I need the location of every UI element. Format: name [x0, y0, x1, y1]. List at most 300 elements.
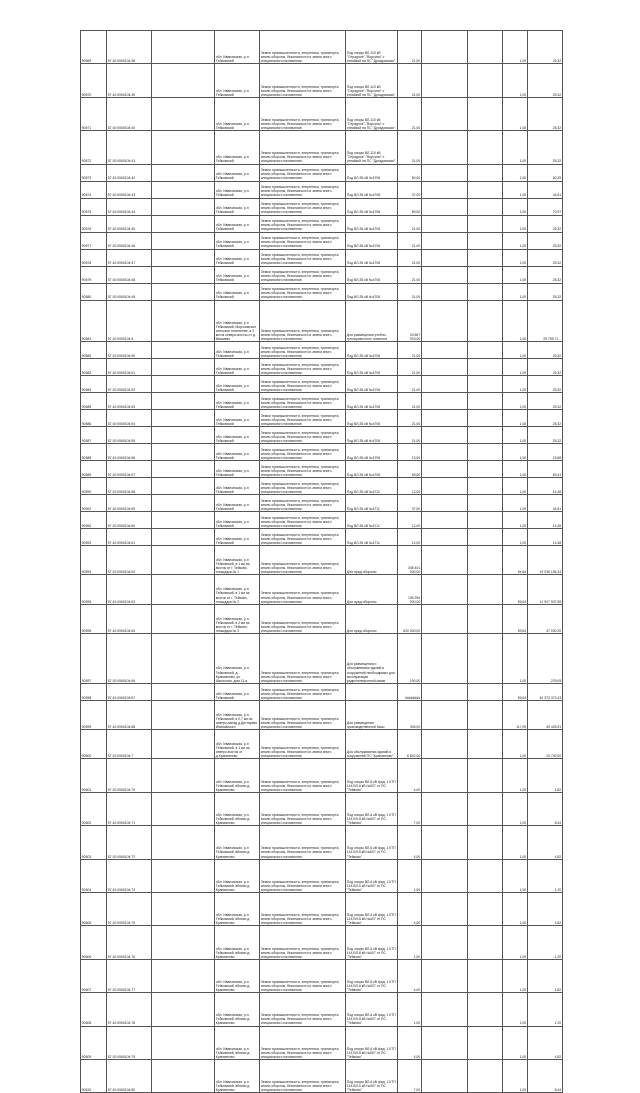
- land-category-cell: Земли промышленности, энергетики, транспорта, земли обороны, безопасности и земли иного специального назначения: [260, 342, 346, 359]
- value-cell: 25,32: [528, 266, 563, 283]
- cadastral-number-cell: 57:10:0060104:42: [107, 164, 152, 181]
- address-cell: обл. Ивановская, р-н Тейковский, в 1 км на восток от г. Тейково, площадка № 2: [215, 575, 260, 604]
- row-number-cell: 90580: [81, 283, 107, 300]
- address-cell: обл. Ивановская, р-н Тейковский: [215, 461, 260, 478]
- land-category-cell: Земли промышленности, энергетики, транспорта, земли обороны, безопасности и земли иного специального назначения: [260, 266, 346, 283]
- land-category-cell: Земли промышленности, энергетики, транспорта, земли обороны, безопасности и земли иного специального назначения: [260, 826, 346, 859]
- value-cell: 25,32: [528, 410, 563, 427]
- empty-cell: [468, 575, 503, 604]
- cadastral-number-cell: 57:10:0060104:76: [107, 926, 152, 959]
- area-cell: 21,00: [398, 64, 422, 97]
- coefficient-cell: 1,00: [503, 64, 528, 97]
- address-cell: обл. Ивановская, р-н Тейковский, д. Крапивново, ул. Школьная, дом 11-а: [215, 634, 260, 684]
- permitted-use-cell: Под ВЛ-35 кВ №4706: [346, 461, 398, 478]
- cadastral-number-cell: 57:10:0060104:75: [107, 893, 152, 926]
- row-number-cell: 90591: [81, 495, 107, 512]
- coefficient-cell: 1,00: [503, 859, 528, 892]
- permitted-use-cell: Под опоры ВЛ-110 кВ "Отрадное"-"Ворсино" с отпайкой на ПС "Дроздовская": [346, 131, 398, 164]
- permitted-use-cell: Под ВЛ-35 кВ №4706: [346, 266, 398, 283]
- row-number-cell: 90579: [81, 266, 107, 283]
- value-cell: 8,44: [528, 1059, 563, 1092]
- permitted-use-cell: Под ВЛ-35 кВ №4706: [346, 215, 398, 232]
- empty-cell: [468, 376, 503, 393]
- land-category-cell: Земли промышленности, энергетики, транспорта, земли обороны, безопасности и земли иного специального назначения: [260, 700, 346, 729]
- empty-cell: [422, 926, 468, 959]
- empty-cell: [422, 131, 468, 164]
- value-cell: 25,32: [528, 376, 563, 393]
- coefficient-cell: 1,00: [503, 232, 528, 249]
- coefficient-cell: 1,00: [503, 461, 528, 478]
- cadastral-number-cell: 57:10:0060104:45: [107, 215, 152, 232]
- address-cell: обл. Ивановская, р-н Тейковский: [215, 410, 260, 427]
- row-number-cell: 90572: [81, 131, 107, 164]
- area-cell: 1,00: [398, 926, 422, 959]
- table-row: [81, 249, 563, 266]
- cadastral-number-cell: 57:10:0060104:7: [107, 730, 152, 759]
- empty-cell: [468, 410, 503, 427]
- value-cell: 25,32: [528, 427, 563, 444]
- area-cell: 12,00: [398, 512, 422, 529]
- row-number-cell: 90576: [81, 215, 107, 232]
- coefficient-cell: 1,00: [503, 1026, 528, 1059]
- row-number-cell: 90597: [81, 634, 107, 684]
- row-number-cell: 90603: [81, 826, 107, 859]
- row-number-cell: 90589: [81, 461, 107, 478]
- empty-cell: [152, 634, 215, 684]
- empty-cell: [422, 410, 468, 427]
- value-cell: 37 030,20: [528, 604, 563, 633]
- address-cell: обл. Ивановская, р-н Тейковский: [215, 249, 260, 266]
- address-cell: обл. Ивановская, р-н Тейковский: [215, 97, 260, 130]
- area-cell: 21,00: [398, 232, 422, 249]
- land-category-cell: Земли промышленности, энергетики, транспорта, земли обороны, безопасности и земли иного специального назначения: [260, 232, 346, 249]
- row-number-cell: 90571: [81, 97, 107, 130]
- coefficient-cell: 1,00: [503, 993, 528, 1026]
- coefficient-cell: 1,00: [503, 410, 528, 427]
- empty-cell: [468, 993, 503, 1026]
- document-page: [80, 30, 562, 1093]
- row-number-cell: 90584: [81, 376, 107, 393]
- cadastral-number-cell: 57:10:0060104:70: [107, 759, 152, 792]
- land-category-cell: Земли промышленности, энергетики, транспорта, земли обороны, безопасности и земли иного специального назначения: [260, 993, 346, 1026]
- empty-cell: [152, 604, 215, 633]
- empty-cell: [422, 634, 468, 684]
- land-category-cell: Земли промышленности, энергетики, транспорта, земли обороны, безопасности и земли иного специального назначения: [260, 730, 346, 759]
- value-cell: 8,44: [528, 792, 563, 825]
- area-cell: 7,00: [398, 1059, 422, 1092]
- table-row: [81, 634, 563, 684]
- value-cell: 25,32: [528, 64, 563, 97]
- empty-cell: [422, 700, 468, 729]
- area-cell: 21,00: [398, 283, 422, 300]
- empty-cell: [468, 926, 503, 959]
- area-cell: 620 000,00: [398, 604, 422, 633]
- table-row: [81, 512, 563, 529]
- permitted-use-cell: Для размещения производственной базы: [346, 700, 398, 729]
- area-cell: 7,00: [398, 792, 422, 825]
- empty-cell: [468, 1026, 503, 1059]
- empty-cell: [152, 1026, 215, 1059]
- empty-cell: [422, 604, 468, 633]
- cadastral-number-cell: 57:10:0060104:77: [107, 959, 152, 992]
- empty-cell: [152, 859, 215, 892]
- permitted-use-cell: Для нужд обороны: [346, 546, 398, 575]
- empty-cell: [468, 495, 503, 512]
- coefficient-cell: 1,00: [503, 181, 528, 198]
- row-number-cell: 90575: [81, 198, 107, 215]
- table-row: [81, 792, 563, 825]
- permitted-use-cell: Под ВЛ-35 кВ №4706: [346, 410, 398, 427]
- coefficient-cell: 1,00: [503, 359, 528, 376]
- empty-cell: [152, 232, 215, 249]
- address-cell: обл. Ивановская, р-н Тейковский: [215, 478, 260, 495]
- table-row: [81, 461, 563, 478]
- coefficient-cell: 1,00: [503, 529, 528, 546]
- land-category-cell: Земли промышленности, энергетики, транспорта, земли обороны, безопасности и земли иного специального назначения: [260, 926, 346, 959]
- address-cell: обл. Ивановская, р-н Тейковский, в 0,7 км на северо-запад д.Дегтярево Ивановского: [215, 700, 260, 729]
- empty-cell: [152, 512, 215, 529]
- permitted-use-cell: Под опоры ВЛ-110 кВ "Отрадное"-"Ворсино" с отпайкой на ПС "Дроздовская": [346, 97, 398, 130]
- area-cell: 21,00: [398, 249, 422, 266]
- value-cell: 19 036 156,34: [528, 546, 563, 575]
- permitted-use-cell: Для нужд обороны: [346, 604, 398, 633]
- cadastral-number-cell: 57:10:0060104:58: [107, 478, 152, 495]
- cadastral-number-cell: 57:10:0060104:43: [107, 181, 152, 198]
- land-category-cell: Земли промышленности, энергетики, транспорта, земли обороны, безопасности и земли иного специального назначения: [260, 478, 346, 495]
- row-number-cell: 90609: [81, 1026, 107, 1059]
- cadastral-number-cell: 57:10:0060104:53: [107, 393, 152, 410]
- land-category-cell: Земли промышленности, энергетики, транспорта, земли обороны, безопасности и земли иного специального назначения: [260, 575, 346, 604]
- value-cell: 49 425,91: [528, 700, 563, 729]
- coefficient-cell: 1,00: [503, 634, 528, 684]
- row-number-cell: 90588: [81, 444, 107, 461]
- empty-cell: [468, 393, 503, 410]
- empty-cell: [422, 546, 468, 575]
- permitted-use-cell: Для размещения учебно-тренировочного полигона: [346, 300, 398, 342]
- empty-cell: [422, 859, 468, 892]
- value-cell: 14,48: [528, 512, 563, 529]
- land-category-cell: Земли промышленности, энергетики, транспорта, земли обороны, безопасности и земли иного специального назначения: [260, 1026, 346, 1059]
- address-cell: обл. Ивановская, р-н Тейковский: [215, 131, 260, 164]
- cadastral-number-cell: 57:10:0060104:57: [107, 461, 152, 478]
- row-number-cell: 90590: [81, 478, 107, 495]
- empty-cell: [422, 266, 468, 283]
- permitted-use-cell: Под ВЛ-35 кВ №4706: [346, 359, 398, 376]
- row-number-cell: 90582: [81, 342, 107, 359]
- table-row: [81, 993, 563, 1026]
- area-cell: 21,00: [398, 359, 422, 376]
- empty-cell: [468, 164, 503, 181]
- area-cell: 13,00: [398, 444, 422, 461]
- table-row: [81, 529, 563, 546]
- empty-cell: [152, 97, 215, 130]
- empty-cell: [422, 893, 468, 926]
- permitted-use-cell: Под опоры ВЛ-6 кВ фид. 1 КТП 144 ВЛ-6 кВ №607 от ПС "Тейково": [346, 959, 398, 992]
- area-cell: 21,00: [398, 427, 422, 444]
- empty-cell: [152, 300, 215, 342]
- table-row: [81, 164, 563, 181]
- empty-cell: [422, 181, 468, 198]
- area-cell: 21,00: [398, 131, 422, 164]
- empty-cell: [422, 495, 468, 512]
- area-cell: 37,00: [398, 495, 422, 512]
- empty-cell: [152, 759, 215, 792]
- empty-cell: [152, 249, 215, 266]
- permitted-use-cell: [346, 683, 398, 700]
- coefficient-cell: 1,00: [503, 478, 528, 495]
- address-cell: обл. Ивановская, р-н Тейковский, вблизи д. Крапивново: [215, 792, 260, 825]
- empty-cell: [422, 730, 468, 759]
- coefficient-cell: 1,00: [503, 31, 528, 64]
- empty-cell: [468, 959, 503, 992]
- value-cell: 25,32: [528, 131, 563, 164]
- area-cell: 12,00: [398, 529, 422, 546]
- land-category-cell: Земли промышленности, энергетики, транспорта, земли обороны, безопасности и земли иного специального назначения: [260, 131, 346, 164]
- land-category-cell: Земли промышленности, энергетики, транспорта, земли обороны, безопасности и земли иного специального назначения: [260, 893, 346, 926]
- empty-cell: [152, 393, 215, 410]
- permitted-use-cell: Под опоры ВЛ-6 кВ фид. 1 КТП 144 ВЛ-6 кВ №607 от ПС "Тейково": [346, 1026, 398, 1059]
- row-number-cell: 90600: [81, 730, 107, 759]
- empty-cell: [422, 444, 468, 461]
- empty-cell: [422, 427, 468, 444]
- empty-cell: [422, 461, 468, 478]
- row-number-cell: 90581: [81, 300, 107, 342]
- permitted-use-cell: Под опоры ВЛ-6 кВ фид. 1 КТП 144 ВЛ-6 кВ №607 от ПС "Тейково": [346, 926, 398, 959]
- cadastral-number-cell: 57:10:0060104:56: [107, 444, 152, 461]
- area-cell: 21,00: [398, 266, 422, 283]
- permitted-use-cell: Для нужд обороны: [346, 575, 398, 604]
- empty-cell: [152, 730, 215, 759]
- empty-cell: [152, 478, 215, 495]
- empty-cell: [468, 215, 503, 232]
- empty-cell: [152, 198, 215, 215]
- permitted-use-cell: Под опоры ВЛ-6 кВ фид. 1 КТП 144 ВЛ-6 кВ №607 от ПС "Тейково": [346, 759, 398, 792]
- value-cell: 25,32: [528, 215, 563, 232]
- row-number-cell: 90607: [81, 959, 107, 992]
- table-row: [81, 342, 563, 359]
- land-category-cell: Земли промышленности, энергетики, транспорта, земли обороны, безопасности и земли иного специального назначения: [260, 249, 346, 266]
- empty-cell: [422, 300, 468, 342]
- area-cell: 4,00: [398, 826, 422, 859]
- permitted-use-cell: Под ВЛ-35 кВ №4706: [346, 164, 398, 181]
- empty-cell: [422, 1059, 468, 1092]
- table-row: [81, 495, 563, 512]
- coefficient-cell: 59,64: [503, 575, 528, 604]
- empty-cell: [152, 683, 215, 700]
- row-number-cell: 90585: [81, 393, 107, 410]
- empty-cell: [422, 959, 468, 992]
- address-cell: обл. Ивановская, р-н Тейковский: [215, 359, 260, 376]
- coefficient-cell: 1,00: [503, 512, 528, 529]
- row-number-cell: 90599: [81, 700, 107, 729]
- row-number-cell: 90592: [81, 512, 107, 529]
- land-category-cell: Земли промышленности, энергетики, транспорта, земли обороны, безопасности и земли иного специального назначения: [260, 604, 346, 633]
- address-cell: обл. Ивановская, р-н Тейковский: [215, 283, 260, 300]
- table-row: [81, 393, 563, 410]
- empty-cell: [468, 634, 503, 684]
- area-cell: 37,00: [398, 181, 422, 198]
- cadastral-number-cell: 57:10:0060104:5: [107, 300, 152, 342]
- empty-cell: [422, 198, 468, 215]
- area-cell: 199 254 000,00: [398, 575, 422, 604]
- permitted-use-cell: Под ВЛ-35 кВ №4706: [346, 342, 398, 359]
- coefficient-cell: 1,00: [503, 393, 528, 410]
- coefficient-cell: 1,00: [503, 495, 528, 512]
- empty-cell: [422, 376, 468, 393]
- land-category-cell: Земли промышленности, энергетики, транспорта, земли обороны, безопасности и земли иного специального назначения: [260, 859, 346, 892]
- table-row: [81, 604, 563, 633]
- land-category-cell: Земли промышленности, энергетики, транспорта, земли обороны, безопасности и земли иного специального назначения: [260, 283, 346, 300]
- address-cell: обл. Ивановская, р-н Тейковский: [215, 529, 260, 546]
- empty-cell: [468, 512, 503, 529]
- land-category-cell: Земли промышленности, энергетики, транспорта, земли обороны, безопасности и земли иного специального назначения: [260, 410, 346, 427]
- table-row: [81, 283, 563, 300]
- permitted-use-cell: Под ВЛ-35 кВ №4706: [346, 198, 398, 215]
- empty-cell: [152, 131, 215, 164]
- table-row: [81, 232, 563, 249]
- value-cell: 44,61: [528, 495, 563, 512]
- address-cell: обл. Ивановская, р-н Тейковский: [215, 376, 260, 393]
- empty-cell: [422, 529, 468, 546]
- permitted-use-cell: Под опоры ВЛ-6 кВ фид. 1 КТП 144 ВЛ-6 кВ №607 от ПС "Тейково": [346, 893, 398, 926]
- address-cell: обл. Ивановская, р-н Тейковский, вблизи д. Крапивново: [215, 893, 260, 926]
- cadastral-number-cell: 57:10:0060104:51: [107, 359, 152, 376]
- row-number-cell: 90574: [81, 181, 107, 198]
- table-row: [81, 546, 563, 575]
- empty-cell: [468, 266, 503, 283]
- empty-cell: [468, 1059, 503, 1092]
- cadastral-number-cell: 57:10:0060104:72: [107, 826, 152, 859]
- empty-cell: [422, 683, 468, 700]
- coefficient-cell: 1,00: [503, 283, 528, 300]
- value-cell: 1,20: [528, 993, 563, 1026]
- coefficient-cell: 1,00: [503, 926, 528, 959]
- address-cell: обл. Ивановская, р-н Тейковский: [215, 181, 260, 198]
- address-cell: обл. Ивановская, р-н Тейковский: [215, 198, 260, 215]
- table-row: [81, 31, 563, 64]
- empty-cell: [422, 164, 468, 181]
- value-cell: 1,20: [528, 859, 563, 892]
- row-number-cell: 90573: [81, 164, 107, 181]
- address-cell: обл. Ивановская, р-н Тейковский, в 1 км на северо-восток от д.Крапивново: [215, 730, 260, 759]
- land-category-cell: Земли промышленности, энергетики, транспорта, земли обороны, безопасности и земли иного специального назначения: [260, 97, 346, 130]
- cadastral-number-cell: 57:10:0060104:40: [107, 97, 152, 130]
- table-row: [81, 1026, 563, 1059]
- area-cell: 59,00: [398, 198, 422, 215]
- value-cell: 25,32: [528, 393, 563, 410]
- land-category-cell: Земли промышленности, энергетики, транспорта, земли обороны, безопасности и земли иного специального назначения: [260, 393, 346, 410]
- land-category-cell: Земли промышленности, энергетики, транспорта, земли обороны, безопасности и земли иного специального назначения: [260, 759, 346, 792]
- coefficient-cell: 1,00: [503, 131, 528, 164]
- coefficient-cell: 1,00: [503, 376, 528, 393]
- land-category-cell: Земли промышленности, энергетики, транспорта, земли обороны, безопасности и земли иного специального назначения: [260, 164, 346, 181]
- permitted-use-cell: Под опоры ВЛ-110 кВ "Отрадное"-"Ворсино" с отпайкой на ПС "Дроздовская": [346, 64, 398, 97]
- empty-cell: [468, 181, 503, 198]
- empty-cell: [152, 266, 215, 283]
- empty-cell: [152, 461, 215, 478]
- coefficient-cell: 1,00: [503, 1059, 528, 1092]
- permitted-use-cell: Под ВЛ-35 кВ №4706: [346, 427, 398, 444]
- area-cell: 12,00: [398, 478, 422, 495]
- value-cell: 25,32: [528, 283, 563, 300]
- area-cell: 190,00: [398, 634, 422, 684]
- empty-cell: [152, 342, 215, 359]
- permitted-use-cell: Под опоры ВЛ-6 кВ фид. 1 КТП 144 ВЛ-6 кВ №607 от ПС "Тейково": [346, 826, 398, 859]
- area-cell: 348 401 000,00: [398, 546, 422, 575]
- row-number-cell: 90598: [81, 683, 107, 700]
- area-cell: 21,00: [398, 342, 422, 359]
- row-number-cell: 90583: [81, 359, 107, 376]
- coefficient-cell: 54,64: [503, 546, 528, 575]
- address-cell: обл. Ивановская, р-н Тейковский, вблизи д. Крапивново: [215, 1059, 260, 1092]
- value-cell: 4,82: [528, 1026, 563, 1059]
- value-cell: 14,48: [528, 529, 563, 546]
- table-body: [81, 31, 563, 1093]
- empty-cell: [152, 427, 215, 444]
- empty-cell: [422, 97, 468, 130]
- empty-cell: [422, 826, 468, 859]
- address-cell: обл. Ивановская, р-н Тейковский: [215, 342, 260, 359]
- land-category-cell: Земли промышленности, энергетики, транспорта, земли обороны, безопасности и земли иного специального назначения: [260, 512, 346, 529]
- permitted-use-cell: Для размещения и обслуживания зданий и сооружений необходимых для эксплуатации радиотелефонной связи: [346, 634, 398, 684]
- empty-cell: [468, 478, 503, 495]
- row-number-cell: 90610: [81, 1059, 107, 1092]
- empty-cell: [152, 529, 215, 546]
- table-row: [81, 444, 563, 461]
- empty-cell: [152, 546, 215, 575]
- table-row: [81, 575, 563, 604]
- empty-cell: [468, 131, 503, 164]
- permitted-use-cell: Под ВЛ-35 кВ №4711: [346, 512, 398, 529]
- empty-cell: [468, 444, 503, 461]
- cadastral-number-cell: 57:10:0060104:52: [107, 376, 152, 393]
- area-cell: 69,00: [398, 461, 422, 478]
- value-cell: 70,97: [528, 198, 563, 215]
- value-cell: 4,82: [528, 959, 563, 992]
- empty-cell: [152, 31, 215, 64]
- table-row: [81, 376, 563, 393]
- cadastral-number-cell: 57:10:0060104:50: [107, 342, 152, 359]
- empty-cell: [422, 342, 468, 359]
- table-row: [81, 959, 563, 992]
- coefficient-cell: 1,00: [503, 164, 528, 181]
- empty-cell: [152, 410, 215, 427]
- empty-cell: [468, 427, 503, 444]
- cadastral-number-cell: 57:10:0060104:80: [107, 1059, 152, 1092]
- permitted-use-cell: Под ВЛ-35 кВ №4706: [346, 232, 398, 249]
- value-cell: 4,82: [528, 826, 563, 859]
- address-cell: обл. Ивановская, р-н Тейковский, вблизи д. Крапивново: [215, 759, 260, 792]
- land-category-cell: Земли промышленности, энергетики, транспорта, земли обороны, безопасности и земли иного специального назначения: [260, 792, 346, 825]
- value-cell: 4,82: [528, 893, 563, 926]
- address-cell: обл. Ивановская, р-н Тейковский: [215, 215, 260, 232]
- land-category-cell: Земли промышленности, энергетики, транспорта, земли обороны, безопасности и земли иного специального назначения: [260, 376, 346, 393]
- coefficient-cell: 1,00: [503, 266, 528, 283]
- value-cell: 25,32: [528, 249, 563, 266]
- table-row: [81, 478, 563, 495]
- area-cell: 21,00: [398, 31, 422, 64]
- cadastral-number-cell: 57:10:0060104:74: [107, 859, 152, 892]
- land-category-cell: Земли промышленности, энергетики, транспорта, земли обороны, безопасности и земли иного специального назначения: [260, 359, 346, 376]
- permitted-use-cell: Для обслуживания зданий и сооружений ПС "Крапивново": [346, 730, 398, 759]
- table-row: [81, 926, 563, 959]
- cadastral-number-cell: 57:10:0060104:48: [107, 266, 152, 283]
- row-number-cell: 90604: [81, 859, 107, 892]
- coefficient-cell: 1,00: [503, 893, 528, 926]
- table-row: [81, 410, 563, 427]
- cadastral-number-cell: 57:10:0060104:71: [107, 792, 152, 825]
- area-cell: 6 842,00: [398, 730, 422, 759]
